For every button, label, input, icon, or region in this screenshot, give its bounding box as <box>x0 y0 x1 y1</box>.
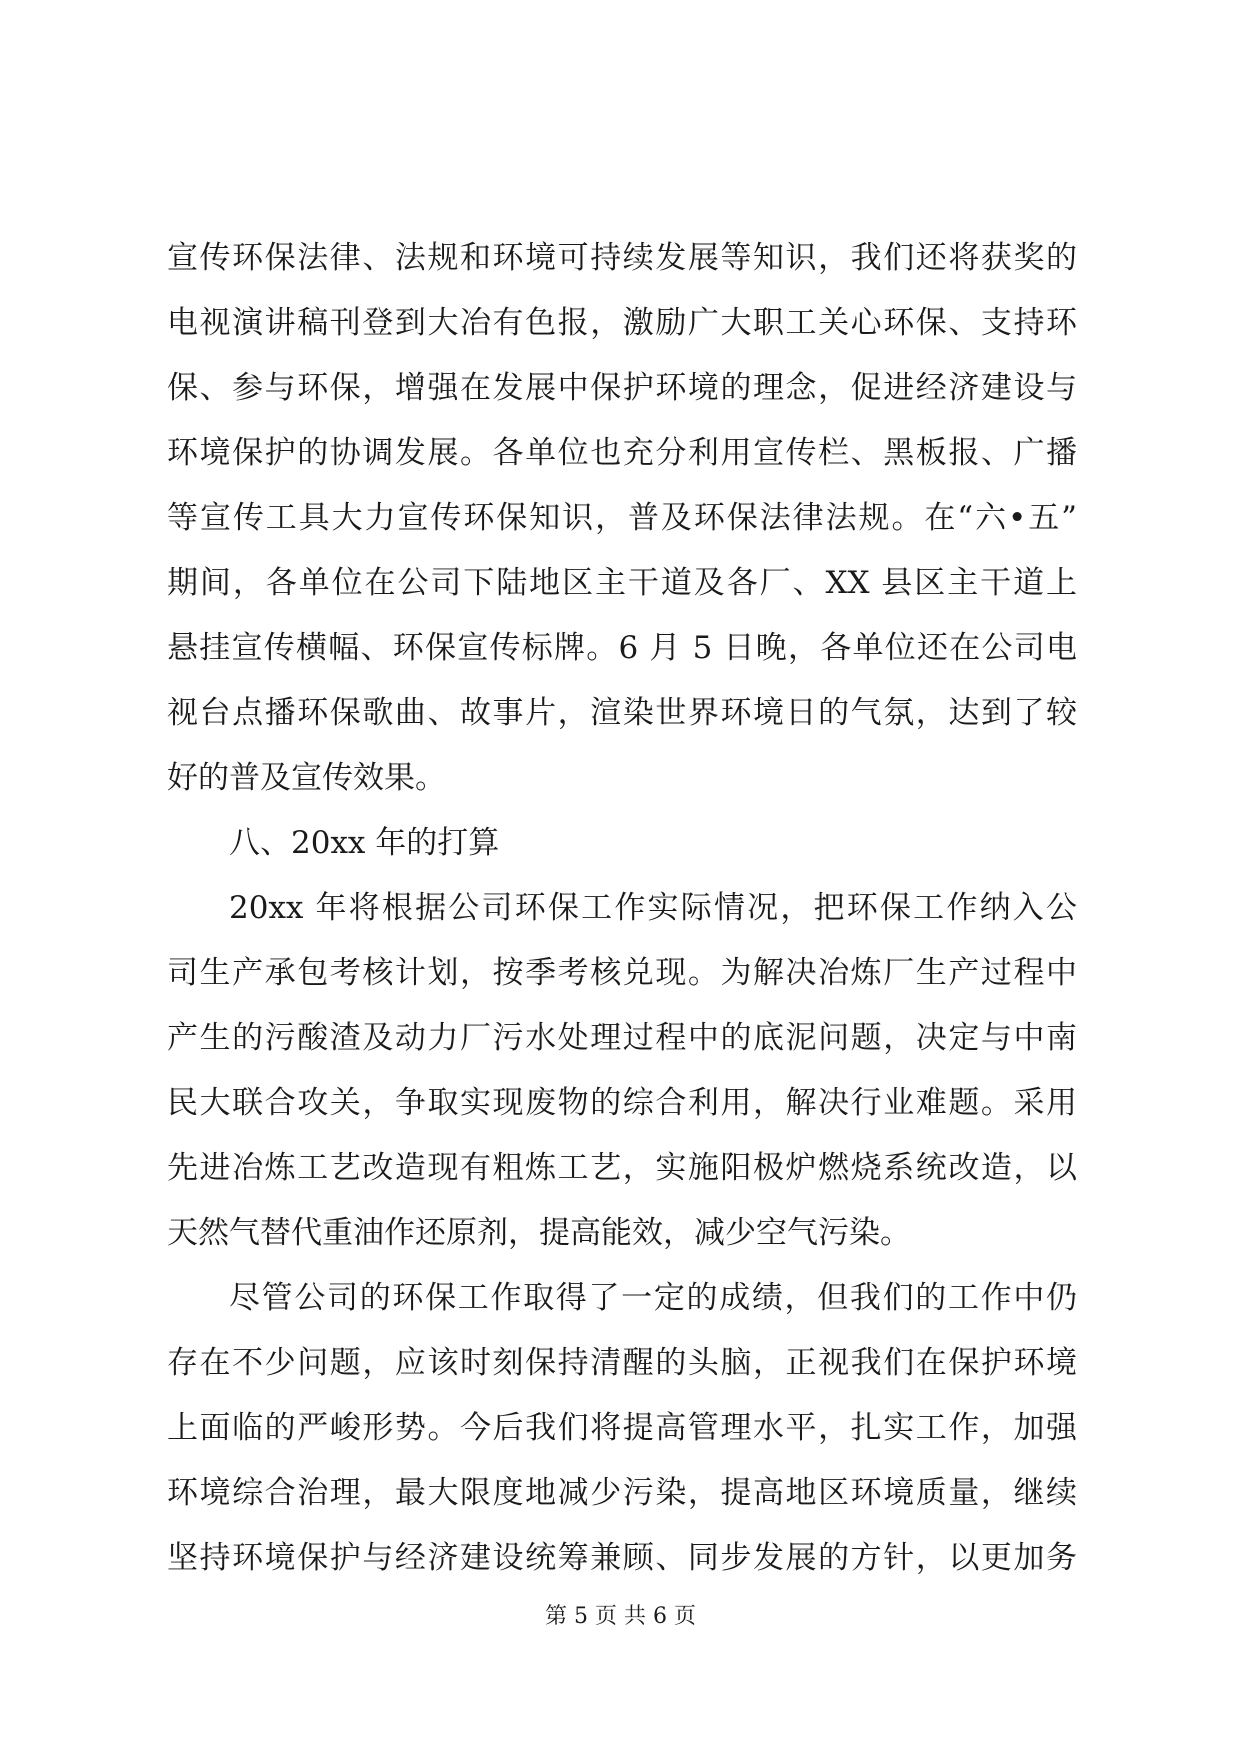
text-line: 产生的污酸渣及动力厂污水处理过程中的底泥问题，决定与中南 <box>167 1020 1077 1056</box>
text-line: 尽管公司的环保工作取得了一定的成绩，但我们的工作中仍 <box>229 1280 1077 1316</box>
text-line: 存在不少问题，应该时刻保持清醒的头脑，正视我们在保护环境 <box>167 1345 1077 1381</box>
text-line: 宣传环保法律、法规和环境可持续发展等知识，我们还将获奖的 <box>167 240 1077 276</box>
text-line: 好的普及宣传效果。 <box>167 760 446 796</box>
text-line: 20xx 年将根据公司环保工作实际情况，把环保工作纳入公 <box>229 890 1077 926</box>
page-footer: 第 5 页 共 6 页 <box>545 1604 696 1629</box>
text-line: 视台点播环保歌曲、故事片，渲染世界环境日的气氛，达到了较 <box>167 695 1077 731</box>
text-line: 环境综合治理，最大限度地减少污染，提高地区环境质量，继续 <box>167 1475 1077 1511</box>
text-line: 期间，各单位在公司下陆地区主干道及各厂、XX 县区主干道上 <box>167 565 1077 601</box>
document-body <box>167 226 1077 1591</box>
text-line: 天然气替代重油作还原剂，提高能效，减少空气污染。 <box>167 1215 911 1251</box>
text-line: 民大联合攻关，争取实现废物的综合利用，解决行业难题。采用 <box>167 1085 1077 1121</box>
section-heading: 八、20xx 年的打算 <box>229 825 500 861</box>
text-line: 先进冶炼工艺改造现有粗炼工艺，实施阳极炉燃烧系统改造，以 <box>167 1150 1077 1186</box>
text-line: 上面临的严峻形势。今后我们将提高管理水平，扎实工作，加强 <box>167 1410 1077 1446</box>
text-line: 环境保护的协调发展。各单位也充分利用宣传栏、黑板报、广播 <box>167 435 1077 471</box>
text-line: 坚持环境保护与经济建设统筹兼顾、同步发展的方针，以更加务 <box>167 1540 1077 1576</box>
text-line: 等宣传工具大力宣传环保知识，普及环保法律法规。在“六•五” <box>167 500 1077 536</box>
text-line: 保、参与环保，增强在发展中保护环境的理念，促进经济建设与 <box>167 370 1077 406</box>
text-line: 悬挂宣传横幅、环保宣传标牌。6 月 5 日晚，各单位还在公司电 <box>167 630 1077 666</box>
text-line: 电视演讲稿刊登到大冶有色报，激励广大职工关心环保、支持环 <box>167 305 1077 341</box>
text-line: 司生产承包考核计划，按季考核兑现。为解决冶炼厂生产过程中 <box>167 955 1077 991</box>
